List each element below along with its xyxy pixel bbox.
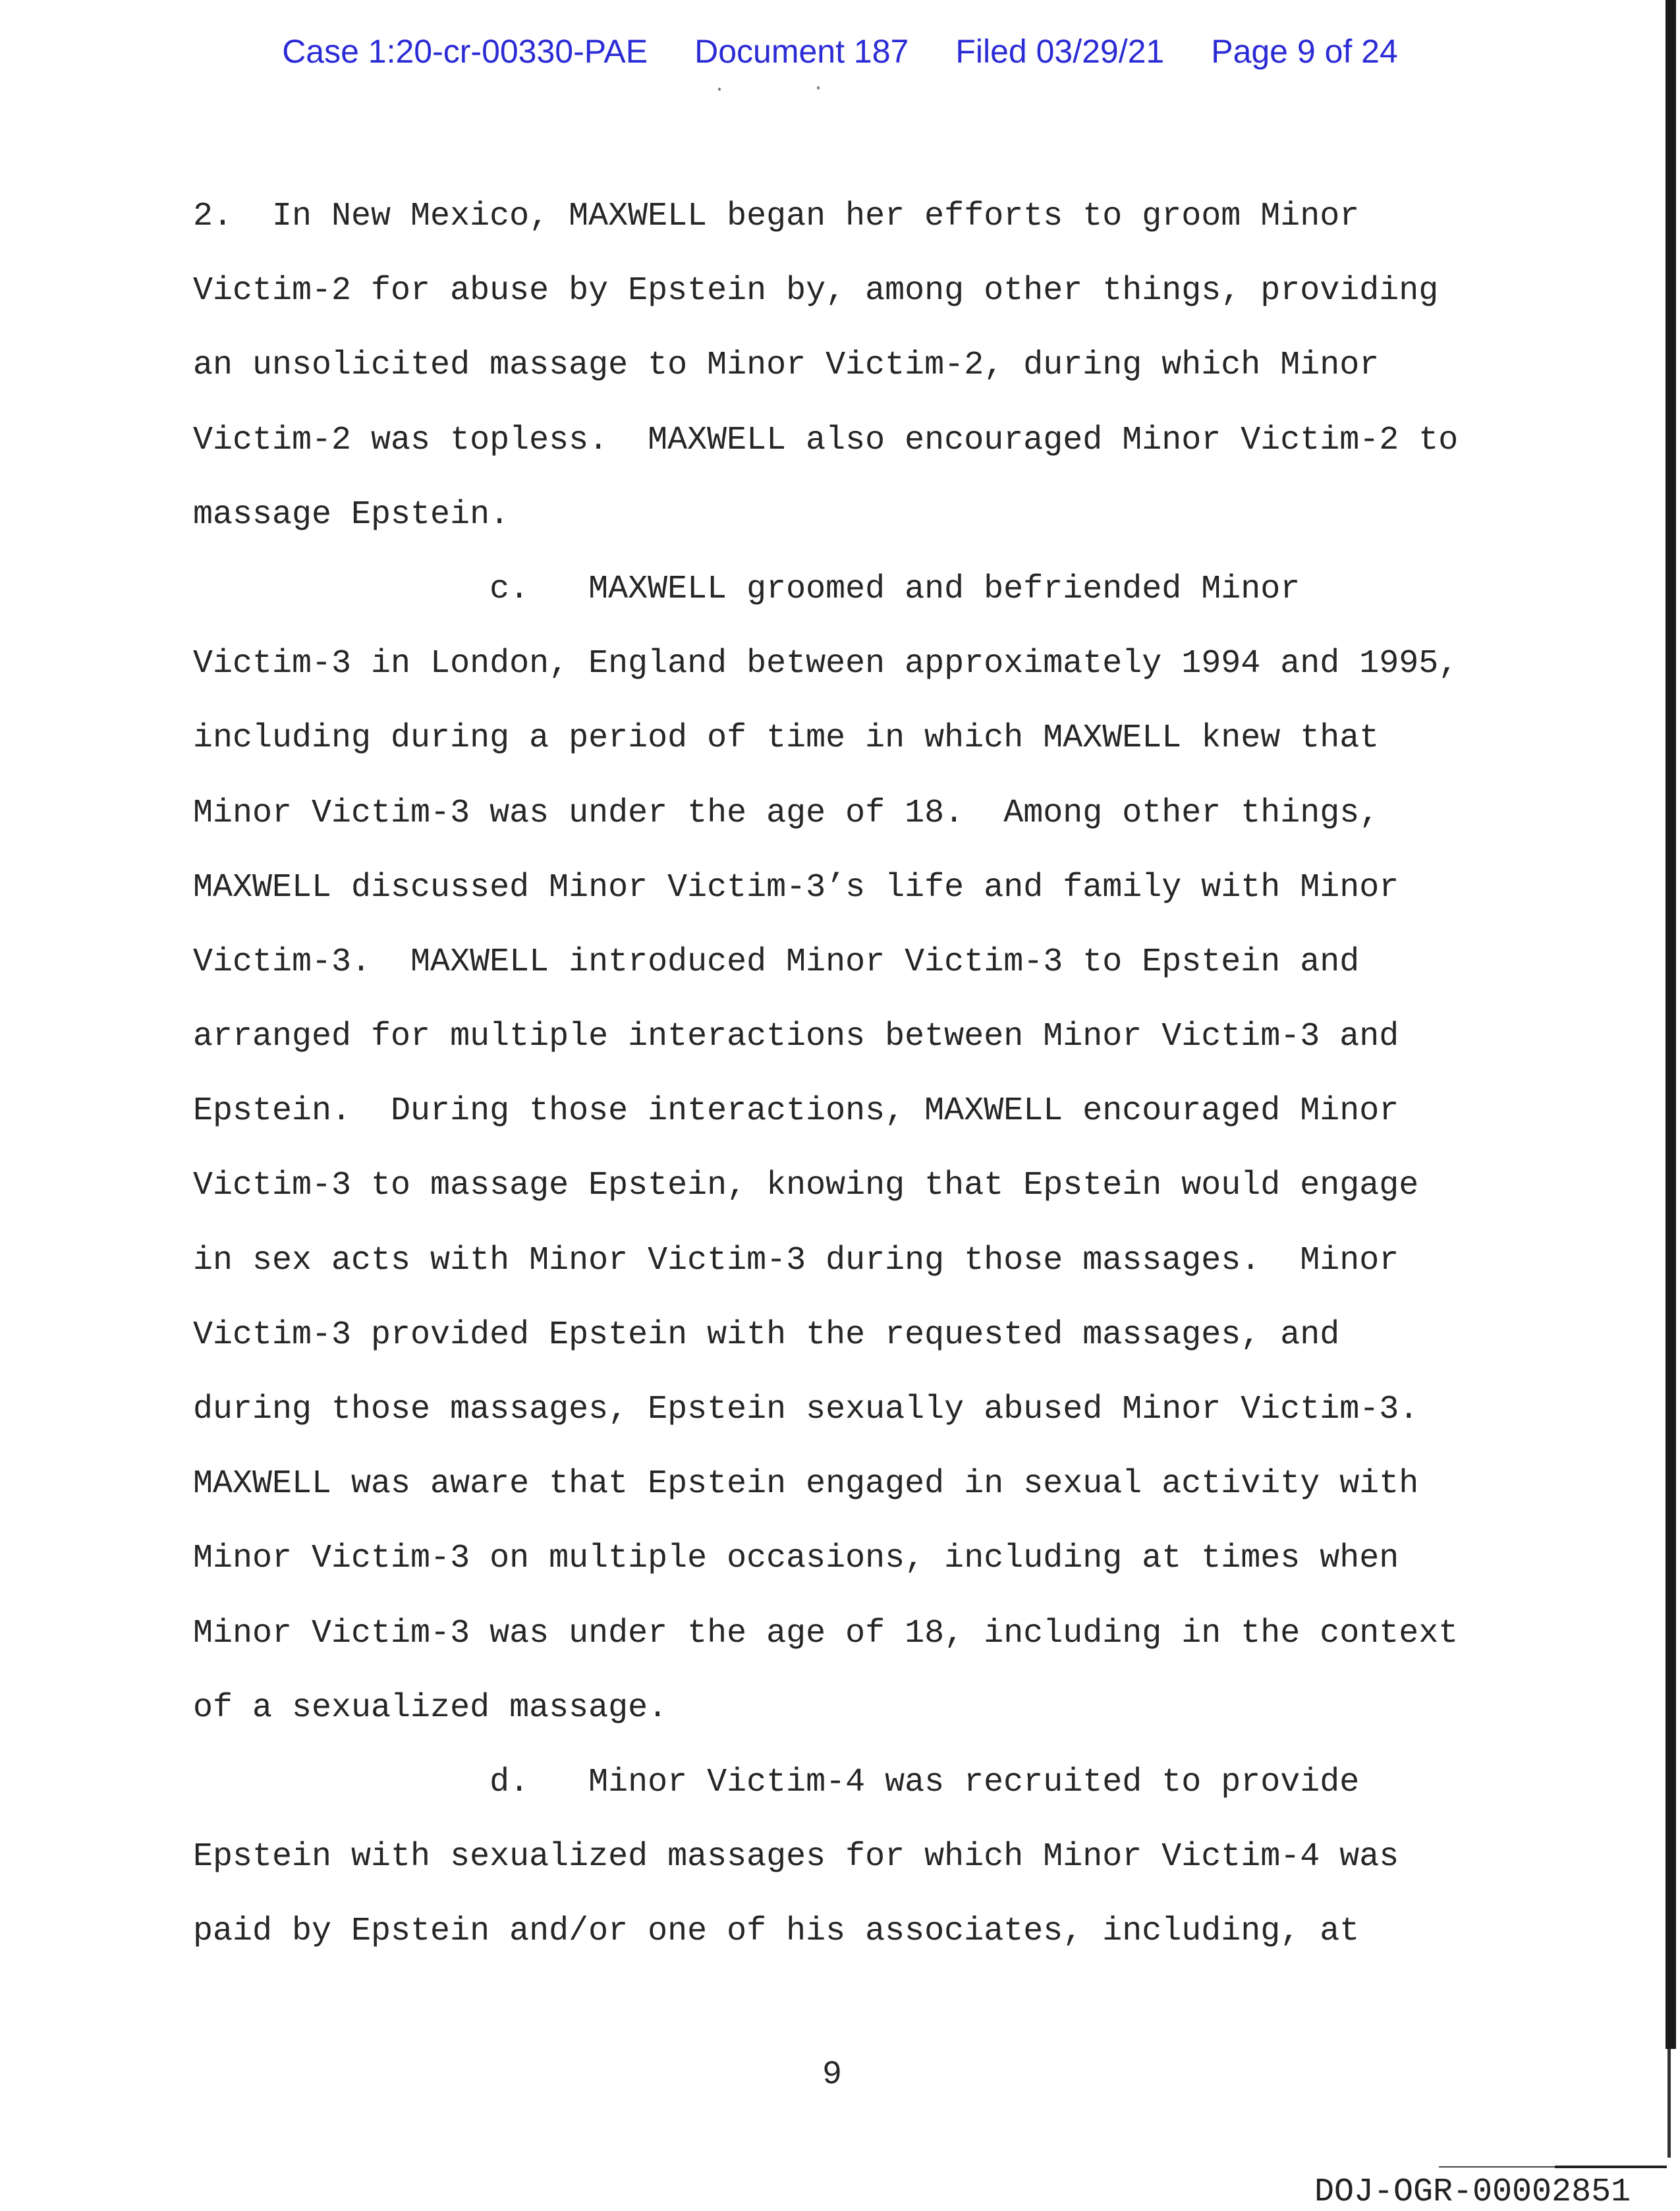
footer-rule-thick bbox=[1555, 2166, 1667, 2168]
paragraph-label-c: c. bbox=[490, 570, 530, 608]
body-line: Epstein. During those interactions, MAXWELL encouraged Minor bbox=[193, 1092, 1399, 1131]
filed-date: Filed 03/29/21 bbox=[955, 33, 1165, 70]
body-line-text: MAXWELL groomed and befriended Minor bbox=[588, 570, 1301, 608]
body-line: Victim-2 for abuse by Epstein by, among other things, providing bbox=[193, 272, 1439, 310]
document-number: Document 187 bbox=[694, 33, 909, 70]
page-of-total: Page 9 of 24 bbox=[1211, 33, 1398, 70]
paragraph-label-d: d. bbox=[490, 1763, 530, 1801]
body-line-text: Minor Victim-4 was recruited to provide bbox=[588, 1763, 1360, 1801]
body-line: Victim-3 in London, England between approximately 1994 and 1995, bbox=[193, 645, 1459, 683]
paragraph-d-first-line bbox=[193, 1745, 1458, 1820]
body-line: paid by Epstein and/or one of his associates, including, at bbox=[193, 1913, 1360, 1951]
scan-speck bbox=[718, 88, 721, 91]
body-line: of a sexualized massage. bbox=[193, 1689, 668, 1727]
body-line: 2. In New Mexico, MAXWELL began her efforts to groom Minor bbox=[193, 198, 1360, 235]
body-line: Epstein with sexualized massages for which Minor Victim-4 was bbox=[193, 1838, 1399, 1876]
filing-header bbox=[0, 32, 1680, 71]
body-line: in sex acts with Minor Victim-3 during those massages. Minor bbox=[193, 1241, 1399, 1279]
body-line: during those massages, Epstein sexually abused Minor Victim-3. bbox=[193, 1391, 1419, 1428]
bates-number: DOJ-OGR-00002851 bbox=[1314, 2173, 1631, 2211]
body-line: massage Epstein. bbox=[193, 495, 510, 534]
body-line: MAXWELL discussed Minor Victim-3’s life and family with Minor bbox=[193, 868, 1399, 907]
footer-rule bbox=[1439, 2166, 1557, 2168]
body-line: including during a period of time in which MAXWELL knew that bbox=[193, 719, 1380, 758]
body-line: Minor Victim-3 was under the age of 18, including in the context bbox=[193, 1614, 1459, 1652]
scan-edge-bar bbox=[1666, 0, 1676, 2049]
body-line: arranged for multiple interactions between Minor Victim-3 and bbox=[193, 1018, 1399, 1056]
document-body bbox=[193, 179, 1458, 1969]
body-line: Victim-3 to massage Epstein, knowing that Epstein would engage bbox=[193, 1167, 1419, 1205]
case-number: Case 1:20-cr-00330-PAE bbox=[282, 33, 648, 70]
body-line: Victim-3. MAXWELL introduced Minor Victim-3 to Epstein and bbox=[193, 943, 1360, 981]
body-line: Minor Victim-3 was under the age of 18. Among other things, bbox=[193, 794, 1380, 832]
scan-speck bbox=[817, 86, 820, 90]
body-line: MAXWELL was aware that Epstein engaged in sexual activity with bbox=[193, 1465, 1419, 1503]
scan-edge-line bbox=[1667, 2049, 1671, 2158]
body-line: Minor Victim-3 on multiple occasions, including at times when bbox=[193, 1540, 1399, 1578]
body-line: Victim-3 provided Epstein with the requested massages, and bbox=[193, 1316, 1340, 1354]
body-line: Victim-2 was topless. MAXWELL also encouraged Minor Victim-2 to bbox=[193, 421, 1459, 459]
paragraph-c-first-line bbox=[193, 552, 1458, 627]
page-number: 9 bbox=[822, 2056, 843, 2094]
body-line: an unsolicited massage to Minor Victim-2, during which Minor bbox=[193, 347, 1380, 385]
